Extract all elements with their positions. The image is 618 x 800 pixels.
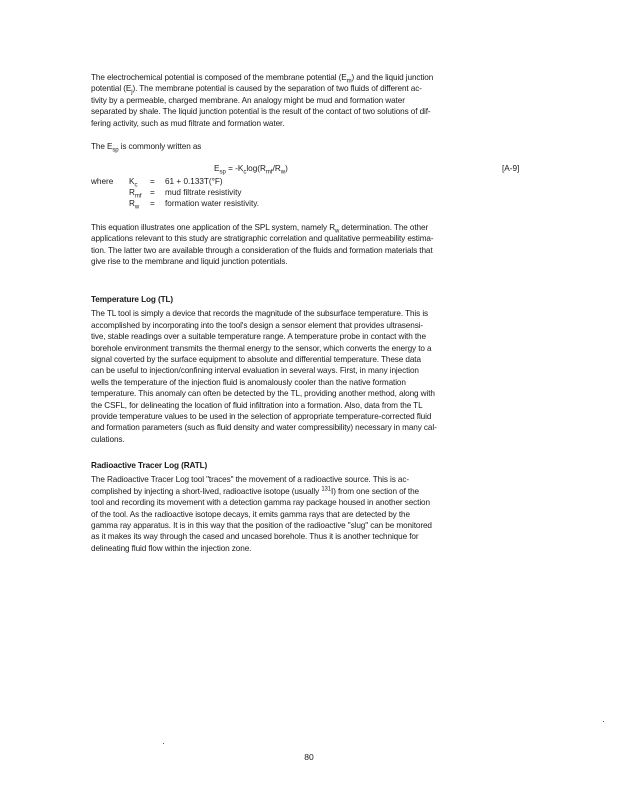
section-heading: Radioactive Tracer Log (RATL) — [91, 461, 208, 470]
text-line: give rise to the membrane and liquid junction potentials. — [91, 257, 288, 267]
text-line: tive, stable readings over a suitable temperature range. A temperature probe in contact with the — [91, 332, 426, 342]
text-line: signal coverted by the surface equipment to absolute and differential temperature. These data — [91, 355, 421, 365]
definition-text: mud filtrate resistivity — [165, 188, 242, 197]
text-line: tion. The latter two are available through a consideration of the fluids and formation materials that — [91, 245, 433, 255]
text-line: the CSFL, for delineating the location of fluid infiltration into a formation. Also, data from the TL — [91, 400, 423, 410]
definition-equals: = — [150, 177, 155, 186]
text-line: temperature. This anomaly can often be detected by the TL, providing another method, along with — [91, 389, 435, 399]
text-line: The Radioactive Tracer Log tool "traces" the movement of a radioactive source. This is ac- — [91, 475, 409, 485]
text-line: accomplished by incorporating into the tool's design a sensor element that provides ultrasensi- — [91, 320, 424, 330]
definition-equals: = — [150, 188, 155, 197]
text-line: can be useful to injection/confining interval evaluation in several ways. First, in many injection — [91, 366, 419, 376]
section-heading: Temperature Log (TL) — [91, 295, 173, 304]
text-line: tivity by a permeable, charged membrane. An analogy might be mud and formation water — [91, 95, 405, 105]
text-line: The TL tool is simply a device that records the magnitude of the subsurface temperature. This is — [91, 309, 429, 319]
paragraph-applications — [91, 222, 527, 268]
text-line: as it makes its way through the cased and uncased borehole. Thus it is another technique for — [91, 532, 419, 542]
text-line: gamma ray apparatus. It is in this way that the position of the radioactive "slug" can be monitored — [91, 521, 432, 531]
text-line: and formation parameters (such as fluid density and water compressibility) necessary in many cal- — [91, 423, 437, 433]
equation-intro: The $E_{sp}$ is commonly written as — [91, 142, 202, 154]
definition-text: 61 + 0.133T(°F) — [165, 177, 223, 186]
text-line: separated by shale. The liquid junction potential is the result of the contact of two solutions of dif- — [91, 107, 431, 117]
page-number: 80 — [304, 752, 314, 762]
definition-symbol: $R_{mf}$ — [129, 188, 142, 200]
definition-symbol: $R_w$ — [129, 199, 140, 211]
equation-number: [A-9] — [502, 164, 520, 173]
section-temperature-log — [91, 294, 527, 445]
section-radioactive-tracer-log — [91, 460, 527, 554]
definition-equals: = — [150, 199, 155, 208]
text-line: fering activity, such as mud filtrate and formation water. — [91, 118, 285, 128]
definition-symbol: $K_c$ — [129, 177, 138, 189]
definition-text: formation water resistivity. — [165, 199, 260, 208]
scan-speck — [603, 721, 604, 722]
text-line: borehole environment transmits the thermal energy to the sensor, which converts the energy to a — [91, 343, 432, 353]
text-line: This equation illustrates one application of the SPL system, namely $R_w$ determination. The other — [91, 223, 429, 235]
text-line: culations. — [91, 434, 125, 444]
equation-esp: $E_{sp} = -K_c\log(R_{mf}/R_w)$ — [214, 164, 288, 176]
text-line: applications relevant to this study are stratigraphic correlation and qualitative permeability estima- — [91, 234, 434, 244]
scan-speck — [163, 743, 164, 744]
text-line: The electrochemical potential is composed of the membrane potential $(E_m)$ and the liquid junction — [91, 73, 434, 85]
text-line: delineating fluid flow within the injection zone. — [91, 543, 252, 553]
text-line: tool and recording its movement with a detection gamma ray package housed in another section — [91, 498, 430, 508]
paragraph-electrochemical — [91, 72, 527, 129]
text-line: provide temperature values to be used in the selection of appropriate temperature-corrected fluid — [91, 412, 432, 422]
where-label: where — [91, 177, 114, 186]
text-line: of the tool. As the radioactive isotope decays, it emits gamma rays that are detected by the — [91, 509, 410, 519]
text-line: wells the temperature of the injection fluid is anomalously cooler than the native formation — [91, 377, 406, 387]
text-line: complished by injecting a short-lived, radioactive isotope (usually $^{131}$I) from one section of the — [91, 486, 419, 496]
text-line: potential $(E_j)$. The membrane potential is caused by the separation of two fluids of different ac- — [91, 84, 422, 97]
